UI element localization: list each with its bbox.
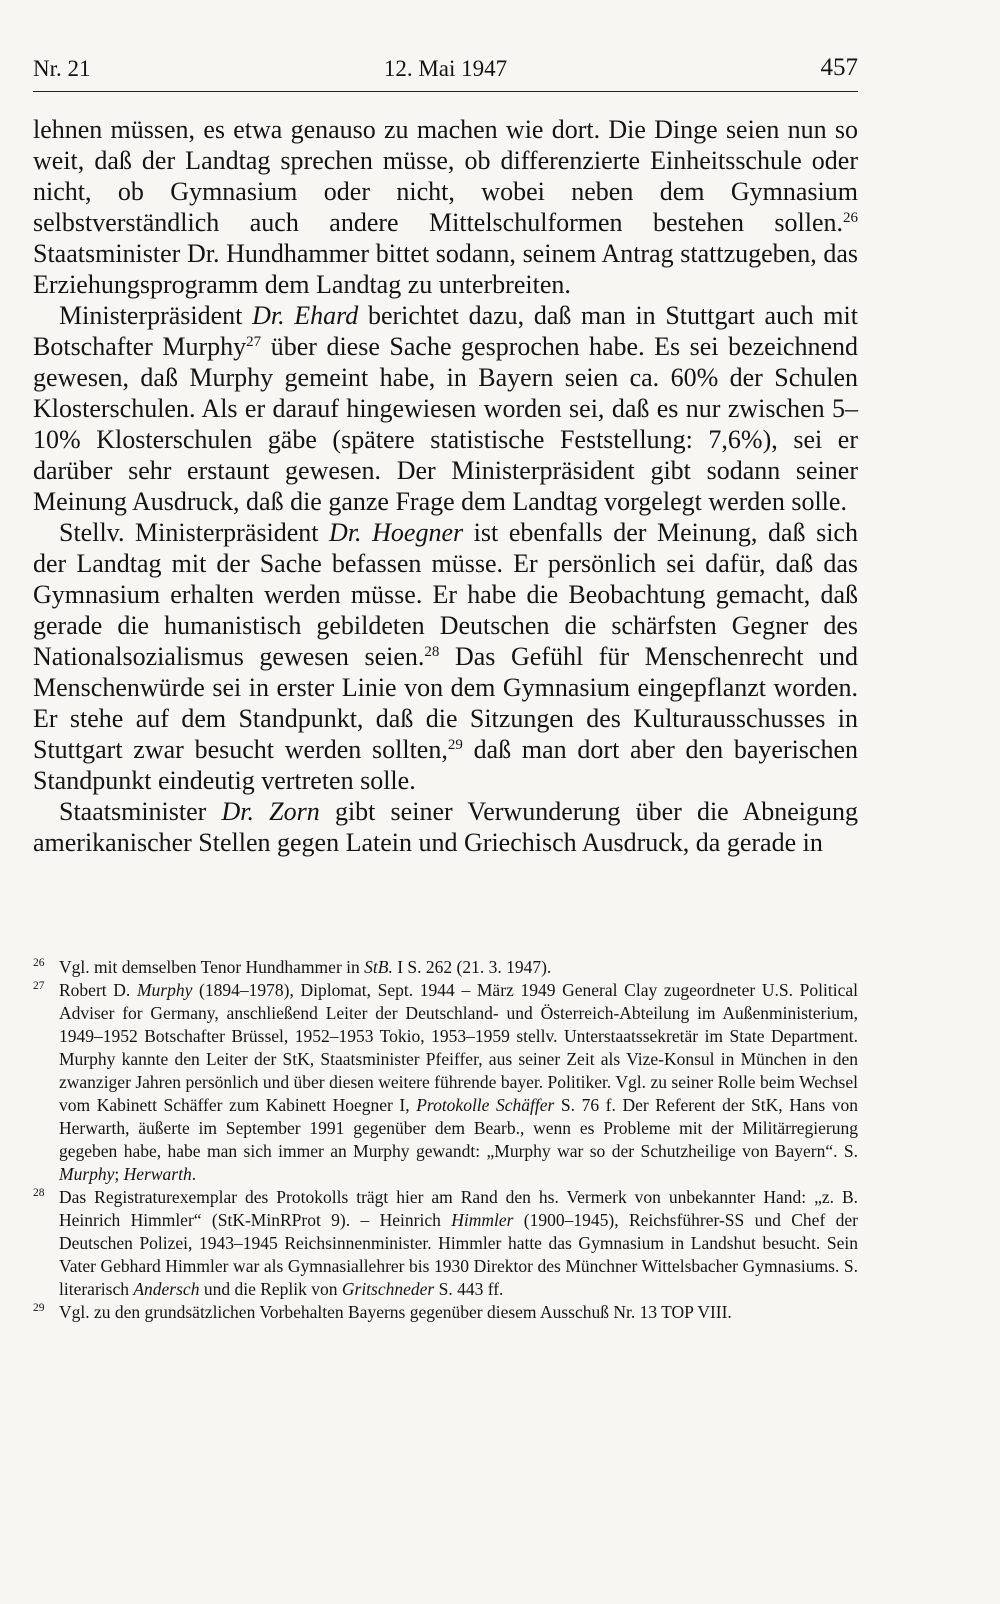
text-run: daß man dort aber den bayerischen Standpunkt eindeutig vertreten solle. (33, 735, 859, 795)
text-run: über diese Sache gesprochen habe. Es sei bezeichnend gewesen, daß Murphy gemeint habe, in Bayern seien ca. 60% der Schulen Klosterschulen. Als er darauf hingewiesen worden sei, daß es nur zwischen 5–10% Klosterschulen gäbe (spätere statistische Feststellung: 7,6%), sei er darüber sehr erstaunt gewesen. Der Ministerpräsident gibt sodann seiner Meinung Ausdruck, daß die ganze Frage dem Landtag vorgelegt werden solle. (33, 332, 859, 516)
text-run: Staatsminister (59, 797, 222, 826)
footnote-number: 29 (33, 1302, 45, 1314)
footnote-26 (33, 956, 858, 979)
text-run: und die Replik von (199, 1279, 342, 1299)
text-run: Das Gefühl für Menschenrecht und Menschenwürde sei in erster Linie von dem Gymnasium eingepflanzt worden. Er stehe auf dem Standpunkt, daß die Sitzungen des Kulturausschusses in Stuttgart zwar besucht werden sollten, (33, 642, 858, 764)
italic-run: Gritschneder (341, 1279, 435, 1299)
text-run: gibt seiner Verwunderung über die Abneigung amerikanischer Stellen gegen Latein und Griechisch Ausdruck, da gerade in (33, 797, 858, 857)
main-text (33, 114, 858, 858)
footnotes (33, 956, 858, 1324)
text-run: Das Registraturexemplar des Protokolls trägt hier am Rand den hs. Vermerk von unbekannter Hand: „z. B. Heinrich Himmler“ (StK-MinRProt 9). – Heinrich (59, 1187, 858, 1230)
italic-run: Murphy (136, 980, 193, 1000)
page-number: 457 (820, 54, 858, 81)
italic-run: Himmler (451, 1210, 514, 1230)
text-run: Stellv. Ministerpräsident (59, 518, 330, 547)
text-run: lehnen müssen, es etwa genauso zu machen wie dort. Die Dinge seien nun so weit, daß der Landtag sprechen müsse, ob differenzierte Einheitsschule oder nicht, ob Gymnasium oder nicht, wobei neben dem Gymnasium selbstverständlich auch andere Mittelschulformen bestehen sollen. (33, 115, 858, 237)
footnote-28 (33, 1186, 858, 1301)
header-date: 12. Mai 1947 (383, 56, 508, 81)
text-run: ; (114, 1164, 124, 1184)
text-run: Robert D. (59, 980, 137, 1000)
text-run: Vgl. zu den grundsätzlichen Vorbehalten Bayerns gegenüber diesem Ausschuß Nr. 13 TOP VIII. (59, 1302, 732, 1322)
text-run: (1894–1978), Diplomat, Sept. 1944 – März 1949 General Clay zugeordneter U.S. Political Adviser for Germany, anschließend Leiter der Deutschland- und Österreich-Abteilung im Außenministerium, 1949–1952 Botschafter Brüssel, 1952–1953 Tokio, 1953–1959 stellv. Unterstaatssekretär im State Department. Murphy kannte den Leiter der StK, Staatsminister Pfeiffer, aus seiner Zeit als Vize-Konsul in München in den zwanziger Jahren persönlich und über diesen weitere führende bayer. Politiker. Vgl. zu seiner Rolle beim Wechsel vom Kabinett Schäffer zum Kabinett Hoegner I, (59, 980, 858, 1115)
footnote-ref: 28 (424, 644, 440, 660)
footnote-number: 28 (33, 1187, 45, 1199)
footnote-ref: 27 (246, 334, 262, 350)
text-run: Staatsminister Dr. Hundhammer bittet sodann, seinem Antrag stattzugeben, das Erziehungsprogramm dem Landtag zu unterbreiten. (33, 239, 858, 299)
paragraph-4 (33, 796, 858, 858)
footnote-ref: 29 (447, 737, 463, 753)
issue-number: Nr. 21 (33, 56, 91, 81)
footnote-27 (33, 979, 858, 1186)
text-run: Ministerpräsident (59, 301, 253, 330)
italic-run: Herwarth (123, 1164, 192, 1184)
running-header (33, 48, 858, 88)
text-run: ist ebenfalls der Meinung, daß sich der Landtag mit der Sache befassen müsse. Er persönlich sei dafür, daß das Gymnasium erhalten werden müsse. Er habe die Beobachtung gemacht, daß gerade die humanistisch gebildeten Deutschen die schärfsten Gegner des Nationalsozialismus gewesen seien. (33, 518, 858, 671)
text-run: I S. 262 (21. 3. 1947). (392, 957, 552, 977)
text-run: Vgl. mit demselben Tenor Hundhammer in (59, 957, 365, 977)
italic-run: Andersch (133, 1279, 200, 1299)
text-run: (1900–1945), Reichsführer-SS und Chef der Deutschen Polizei, 1943–1945 Reichsinnenminister. Himmler hatte das Gymnasium in Landshut besucht. Sein Vater Gebhard Himmler war als Gymnasiallehrer bis 1930 Direktor des Münchner Wittelsbacher Gymnasiums. S. literarisch (59, 1210, 858, 1299)
text-run: . (191, 1164, 197, 1184)
speaker-name: Dr. Hoegner (329, 518, 464, 547)
italic-run: Protokolle Schäffer (416, 1095, 555, 1115)
text-run: S. 76 f. Der Referent der StK, Hans von Herwarth, äußerte im September 1991 gegenüber dem Bearb., wenn es Probleme mit der Militärregierung gegeben habe, habe man sich immer an Murphy gewandt: „Murphy war so der Schutzheilige von Bayern“. S. (59, 1095, 858, 1161)
footnote-29 (33, 1301, 858, 1324)
paragraph-1 (33, 114, 858, 300)
footnote-ref: 26 (843, 210, 858, 226)
footnote-number: 26 (33, 957, 45, 969)
paragraph-2 (33, 300, 858, 517)
italic-run: StB. (364, 957, 393, 977)
speaker-name: Dr. Ehard (252, 301, 359, 330)
text-run: S. 443 ff. (434, 1279, 504, 1299)
text-run: berichtet dazu, daß man in Stuttgart auch mit Botschafter Murphy (33, 301, 858, 361)
footnote-number: 27 (33, 980, 45, 992)
paragraph-3 (33, 517, 858, 796)
header-rule (33, 91, 858, 92)
italic-run: Murphy (59, 1164, 115, 1184)
speaker-name: Dr. Zorn (221, 797, 320, 826)
